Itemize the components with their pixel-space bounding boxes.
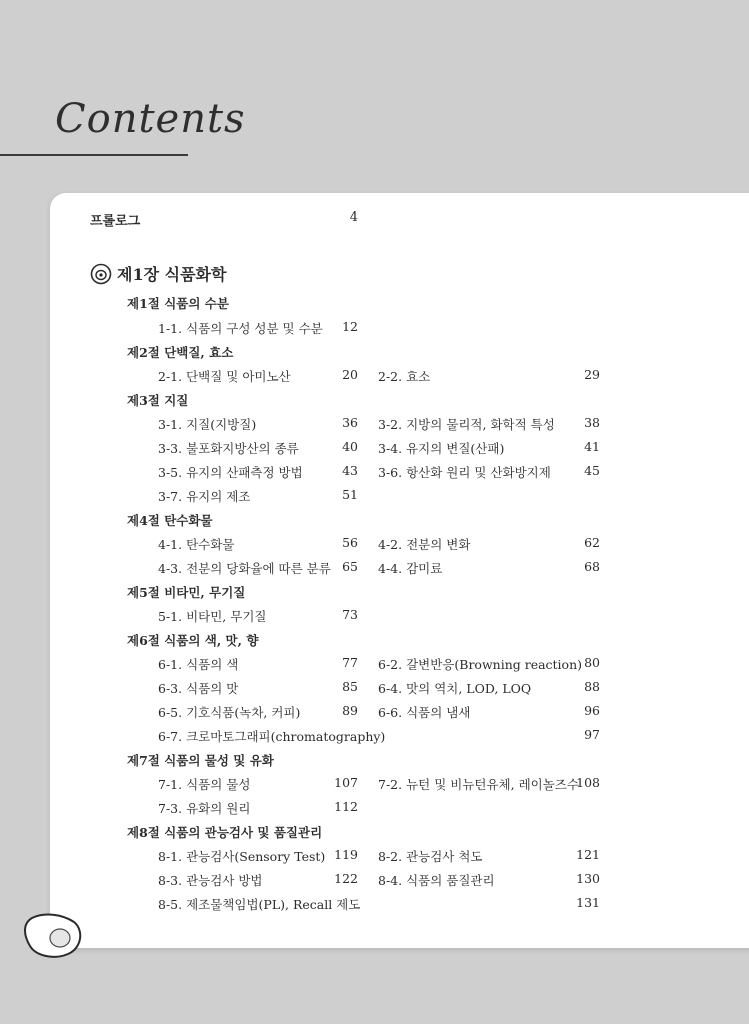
toc-entry-right[interactable]: 8-2. 관능검사 척도 bbox=[378, 849, 483, 864]
toc-page-right: 130 bbox=[576, 871, 600, 886]
section-title[interactable]: 제7절 식품의 물성 및 유화 bbox=[127, 753, 274, 768]
toc-entry-right[interactable]: 4-4. 감미료 bbox=[378, 561, 443, 576]
contents-heading: Contents bbox=[55, 96, 246, 142]
prologue-label[interactable]: 프롤로그 bbox=[90, 214, 141, 229]
toc-entry-right[interactable]: 3-4. 유지의 변질(산패) bbox=[378, 441, 505, 456]
toc-page-right: 80 bbox=[584, 655, 600, 670]
toc-page-right: 38 bbox=[584, 415, 600, 430]
toc-entry-left[interactable]: 7-1. 식품의 물성 bbox=[158, 777, 251, 792]
toc-entry-left[interactable]: 6-1. 식품의 색 bbox=[158, 657, 239, 672]
toc-entry-left[interactable]: 7-3. 유화의 원리 bbox=[158, 801, 251, 816]
toc-entry-right[interactable]: 4-2. 전분의 변화 bbox=[378, 537, 471, 552]
toc-entry-left[interactable]: 2-1. 단백질 및 아미노산 bbox=[158, 369, 291, 384]
toc-page-right: 68 bbox=[584, 559, 600, 574]
toc-page-left: 112 bbox=[334, 799, 358, 814]
toc-row bbox=[0, 871, 749, 891]
toc-page-right: 97 bbox=[584, 727, 600, 742]
toc-page-left: 65 bbox=[342, 559, 358, 574]
section-title[interactable]: 제3절 지질 bbox=[127, 393, 189, 408]
egg-bullet-icon bbox=[90, 263, 112, 285]
toc-page-left: 51 bbox=[342, 487, 358, 502]
toc-row bbox=[0, 439, 749, 459]
toc-row bbox=[0, 847, 749, 867]
toc-entry-right[interactable]: 7-2. 뉴턴 및 비뉴턴유체, 레이놀즈수 bbox=[378, 777, 579, 792]
toc-page-left: 36 bbox=[342, 415, 358, 430]
toc-entry-left[interactable]: 8-1. 관능검사(Sensory Test) bbox=[158, 849, 326, 864]
toc-entry-left[interactable]: 3-3. 불포화지방산의 종류 bbox=[158, 441, 299, 456]
section-title[interactable]: 제2절 단백질, 효소 bbox=[127, 345, 234, 360]
toc-entry-right[interactable]: 6-4. 맛의 역치, LOD, LOQ bbox=[378, 681, 532, 696]
toc-row bbox=[0, 607, 749, 627]
toc-page-right: 121 bbox=[576, 847, 600, 862]
toc-page-right: 29 bbox=[584, 367, 600, 382]
toc-page-right: 62 bbox=[584, 535, 600, 550]
section-title[interactable]: 제5절 비타민, 무기질 bbox=[127, 585, 246, 600]
toc-entry-left[interactable]: 6-3. 식품의 맛 bbox=[158, 681, 239, 696]
toc-row bbox=[0, 703, 749, 723]
toc-row bbox=[0, 415, 749, 435]
toc-row bbox=[0, 727, 749, 747]
section-title[interactable]: 제1절 식품의 수분 bbox=[127, 296, 229, 311]
toc-row bbox=[0, 895, 749, 915]
toc-entry-left[interactable]: 4-3. 전분의 당화율에 따른 분류 bbox=[158, 561, 331, 576]
toc-entry-right[interactable]: 3-2. 지방의 물리적, 화학적 특성 bbox=[378, 417, 555, 432]
toc-row bbox=[0, 799, 749, 819]
toc-row bbox=[0, 535, 749, 555]
toc-entry-left[interactable]: 6-7. 크로마토그래피(chromatography) bbox=[158, 729, 386, 744]
toc-entry-left[interactable]: 5-1. 비타민, 무기질 bbox=[158, 609, 267, 624]
toc-entry-right[interactable]: 6-2. 갈변반응(Browning reaction) bbox=[378, 657, 583, 672]
toc-entry-left[interactable]: 8-3. 관능검사 방법 bbox=[158, 873, 263, 888]
heading-underline bbox=[0, 154, 188, 156]
toc-entry-left[interactable]: 1-1. 식품의 구성 성분 및 수분 bbox=[158, 321, 323, 336]
chapter-title-text: 제1장 식품화학 bbox=[117, 265, 227, 284]
toc-entry-right[interactable]: 3-6. 항산화 원리 및 산화방지제 bbox=[378, 465, 551, 480]
toc-entry-left[interactable]: 4-1. 탄수화물 bbox=[158, 537, 235, 552]
toc-row bbox=[0, 775, 749, 795]
section-title[interactable]: 제8절 식품의 관능검사 및 품질관리 bbox=[127, 825, 323, 840]
toc-page-left: 77 bbox=[342, 655, 358, 670]
toc-entry-right[interactable]: 8-4. 식품의 품질관리 bbox=[378, 873, 495, 888]
toc-page-left: 107 bbox=[334, 775, 358, 790]
toc-page-left: 122 bbox=[334, 871, 358, 886]
toc-page-left: 40 bbox=[342, 439, 358, 454]
toc-entry-left[interactable]: 3-1. 지질(지방질) bbox=[158, 417, 257, 432]
toc-entry-left[interactable]: 3-7. 유지의 제조 bbox=[158, 489, 251, 504]
toc-row bbox=[0, 559, 749, 579]
egg-icon bbox=[22, 910, 86, 960]
toc-row bbox=[0, 679, 749, 699]
toc-page-right: 96 bbox=[584, 703, 600, 718]
toc-page-left: 85 bbox=[342, 679, 358, 694]
toc-entry-left[interactable]: 3-5. 유지의 산패측정 방법 bbox=[158, 465, 303, 480]
toc-page-left: 56 bbox=[342, 535, 358, 550]
toc-page-left: 73 bbox=[342, 607, 358, 622]
prologue-page: 4 bbox=[349, 210, 358, 225]
toc-row bbox=[0, 655, 749, 675]
toc-page-right: 41 bbox=[584, 439, 600, 454]
section-title[interactable]: 제4절 탄수화물 bbox=[127, 513, 213, 528]
toc-page-right: 88 bbox=[584, 679, 600, 694]
toc-page-left: 89 bbox=[342, 703, 358, 718]
toc-page-left: 43 bbox=[342, 463, 358, 478]
chapter-title[interactable] bbox=[90, 262, 226, 285]
toc-page-left: 20 bbox=[342, 367, 358, 382]
toc-page-right: 108 bbox=[576, 775, 600, 790]
toc-row bbox=[0, 463, 749, 483]
toc-page-left: 12 bbox=[342, 319, 358, 334]
toc-row bbox=[0, 487, 749, 507]
toc-page-left: 119 bbox=[334, 847, 358, 862]
section-title[interactable]: 제6절 식품의 색, 맛, 향 bbox=[127, 633, 259, 648]
toc-entry-right[interactable]: 6-6. 식품의 냄새 bbox=[378, 705, 471, 720]
toc-row bbox=[0, 367, 749, 387]
toc-entry-right[interactable]: 2-2. 효소 bbox=[378, 369, 431, 384]
toc-page-right: 45 bbox=[584, 463, 600, 478]
toc-entry-left[interactable]: 8-5. 제조물책임법(PL), Recall 제도 bbox=[158, 897, 361, 912]
toc-entry-left[interactable]: 6-5. 기호식품(녹차, 커피) bbox=[158, 705, 301, 720]
toc-row bbox=[0, 319, 749, 339]
toc-page-right: 131 bbox=[576, 895, 600, 910]
